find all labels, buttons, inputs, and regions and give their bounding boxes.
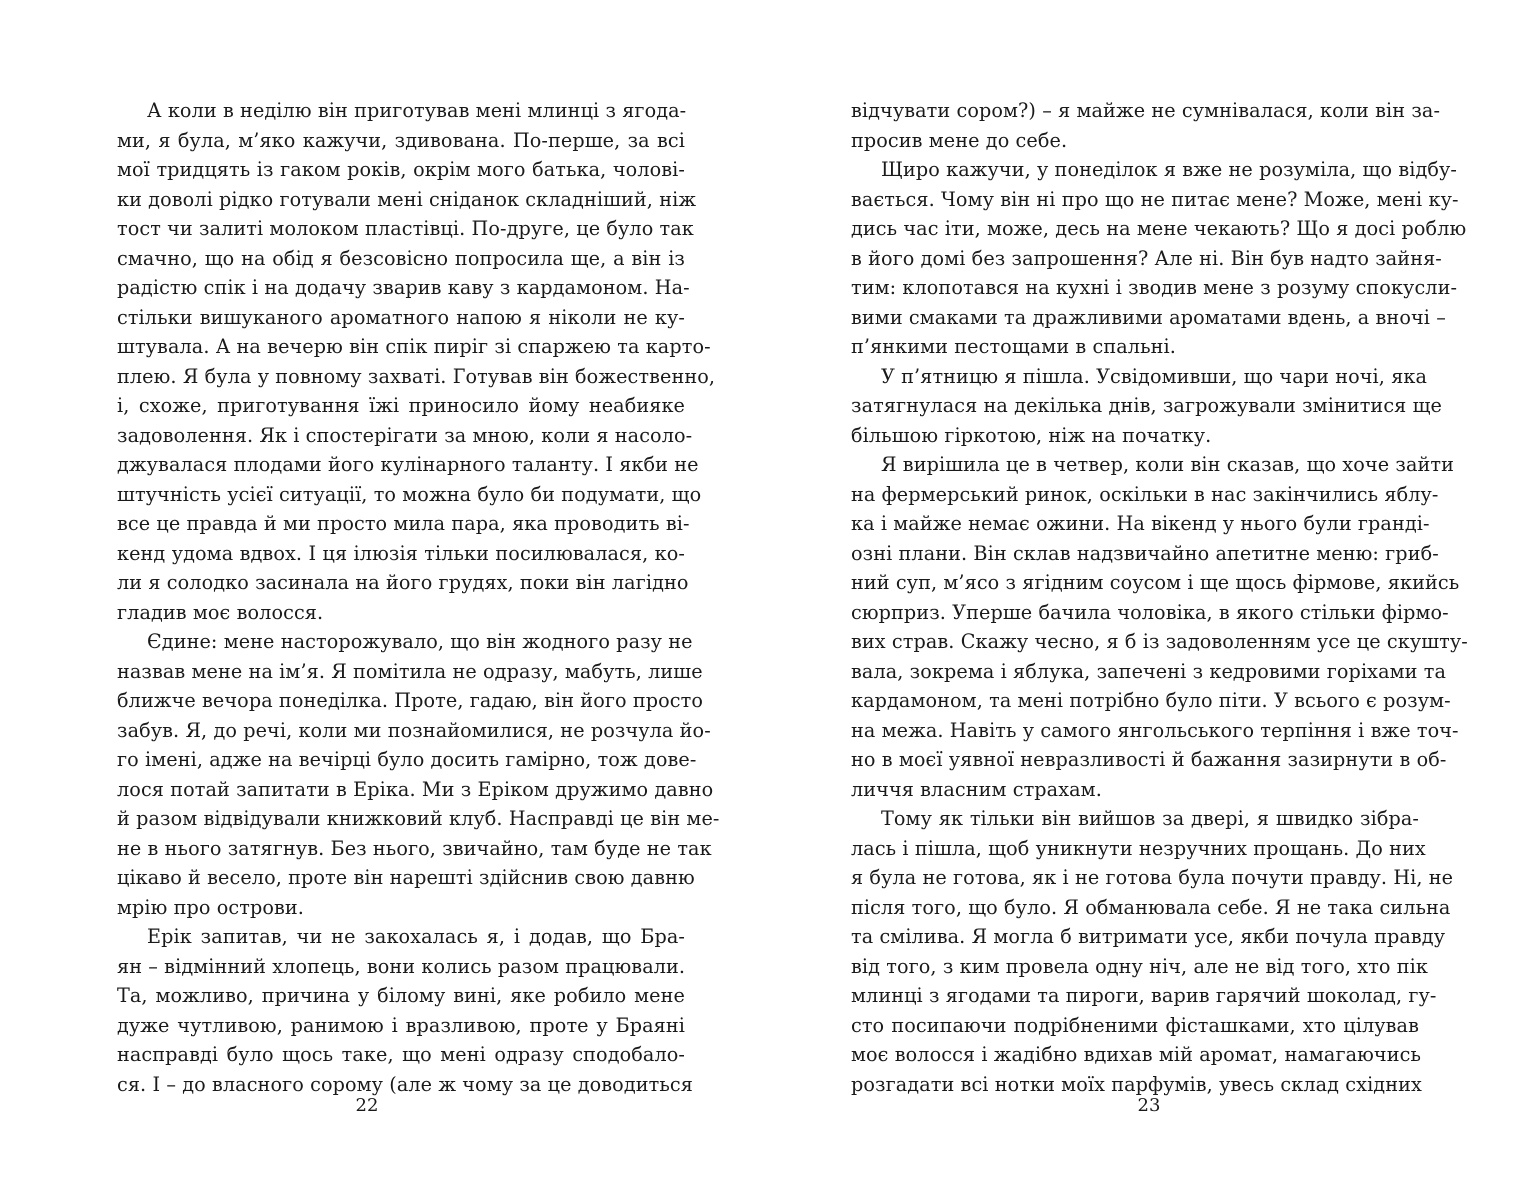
page-number-right: 23 [1137, 1095, 1161, 1116]
text-line: Я вирішила це в четвер, коли він сказав, що хоче зайти [881, 453, 1454, 476]
text-line: Та, можливо, причина у білому вині, яке робило мене [117, 984, 685, 1007]
text-line: кенд удома вдвох. І ця ілюзія тільки посилювалася, ко- [117, 541, 685, 565]
text-line: я була не готова, як і не готова була почути правду. Ні, не [851, 866, 1454, 889]
text-line: забув. Я, до речі, коли ми познайомилися, не розчула йо- [117, 718, 711, 742]
text-line: відчувати сором?) – я майже не сумнівалася, коли він за- [851, 99, 1441, 122]
text-line: ближче вечора понеділка. Проте, гадаю, він його просто [117, 689, 703, 712]
text-line: п’янкими пестощами в спальні. [851, 335, 1176, 358]
text-line: і, схоже, приготування їжі приносило йому неабияке [117, 394, 685, 417]
text-line: не в нього затягнув. Без нього, звичайно, там буде не так [117, 836, 712, 860]
text-line: цікаво й весело, проте він нарешті здійснив свою давню [117, 866, 695, 889]
text-line: Тому як тільки він вийшов за двері, я швидко зібра- [881, 807, 1419, 830]
text-line: кардамоном, та мені потрібно було піти. У всього є розум- [851, 689, 1451, 712]
text-line: А коли в неділю він приготував мені млинці з ягода- [147, 99, 687, 122]
text-line: но в моєї уявної невразливості й бажання зазирнути в об- [851, 748, 1447, 771]
text-line: все це правда й ми просто мила пара, яка проводить ві- [117, 512, 690, 535]
text-line: го імені, адже на вечірці було досить гамірно, тож дове- [117, 748, 697, 771]
text-line: лося потай запитати в Еріка. Ми з Еріком дружимо давно [117, 777, 714, 801]
text-line: дуже чутливою, ранимою і вразливою, проте у Браяні [117, 1013, 685, 1037]
text-line: мрію про острови. [117, 895, 305, 919]
text-line: та смілива. Я могла б витримати усе, якби почула правду [851, 925, 1446, 948]
text-line: стільки вишуканого ароматного напою я ніколи не ку- [117, 305, 685, 329]
text-line: від того, з ким провела одну ніч, але не від того, хто пік [851, 954, 1429, 978]
text-line: задоволення. Як і спостерігати за мною, коли я насоло- [117, 423, 693, 447]
text-line: після того, що було. Я обманювала себе. Я не така сильна [851, 895, 1451, 919]
text-line: млинці з ягодами та пироги, варив гарячий шоколад, гу- [851, 984, 1437, 1007]
text-line: на межа. Навіть у самого янгольського терпіння і вже точ- [851, 718, 1459, 742]
text-line: розгадати всі нотки моїх парфумів, увесь склад східних [851, 1072, 1422, 1096]
text-line: вих страв. Скажу чесно, я б із задоволенням усе це скушту- [851, 630, 1468, 653]
text-line: ми, я була, м’яко кажучи, здивована. По-перше, за всі [117, 128, 685, 152]
text-line: У п’ятницю я пішла. Усвідомивши, що чари ночі, яка [881, 364, 1428, 388]
text-line: Ерік запитав, чи не закохалась я, і додав, що Бра- [147, 925, 685, 948]
text-line: озні плани. Він склав надзвичайно апетитне меню: гриб- [851, 541, 1439, 565]
text-line: сто посипаючи подрібненими фісташками, хто цілував [851, 1013, 1419, 1037]
text-line: смачно, що на обід я безсовісно попросила ще, а він із [117, 246, 685, 270]
text-line: в його домі без запрошення? Але ні. Він був надто зайня- [851, 246, 1442, 270]
text-line: моє волосся і жадібно вдихав мій аромат, намагаючись [851, 1043, 1422, 1066]
text-line: лась і пішла, щоб уникнути незручних прощань. До них [851, 836, 1426, 860]
text-line: дись час іти, може, десь на мене чекають? Що я досі роблю [851, 217, 1467, 240]
text-line: вими смаками та дражливими ароматами вдень, а вночі – [851, 305, 1446, 329]
right-page [768, 0, 1536, 1182]
text-line: мої тридцять із гаком років, окрім мого батька, чолові- [117, 158, 685, 181]
text-line: вала, зокрема і яблука, запечені з кедровими горіхами та [851, 659, 1447, 683]
text-line: радістю спік і на додачу зварив каву з кардамоном. На- [117, 276, 690, 299]
text-line: сюрприз. Уперше бачила чоловіка, в якого стільки фірмо- [851, 600, 1449, 624]
text-line: на фермерський ринок, оскільки в нас закінчились яблу- [851, 482, 1439, 506]
text-line: вається. Чому він ні про що не питає мене? Може, мені ку- [851, 187, 1459, 211]
text-line: ки доволі рідко готували мені сніданок складніший, ніж [117, 187, 697, 211]
text-line: ян – відмінний хлопець, вони колись разом працювали. [117, 954, 686, 978]
text-line: більшою гіркотою, ніж на початку. [851, 423, 1212, 447]
text-line: ли я солодко засинала на його грудях, поки він лагідно [117, 571, 689, 594]
text-line: Єдине: мене насторожувало, що він жодного разу не [147, 630, 693, 653]
text-line: плею. Я була у повному захваті. Готував він божественно, [117, 364, 716, 388]
text-line: тост чи залиті молоком пластівці. По-друге, це було так [117, 217, 694, 240]
right-page-text [851, 96, 1468, 1099]
text-line: штувала. А на вечерю він спік пиріг зі спаржею та карто- [117, 335, 711, 358]
text-line: тим: клопотався на кухні і зводив мене з розуму спокусли- [851, 276, 1458, 299]
text-line: личчя власним страхам. [851, 777, 1102, 801]
text-line: штучність усієї ситуації, то можна було би подумати, що [117, 482, 702, 506]
text-line: ка і майже немає ожини. На вікенд у нього були гранді- [851, 512, 1430, 535]
text-line: гладив моє волосся. [117, 600, 324, 624]
text-line: назвав мене на ім’я. Я помітила не одразу, мабуть, лише [117, 659, 703, 683]
text-line: й разом відвідували книжковий клуб. Насправді це він ме- [117, 807, 720, 830]
page-number-left: 22 [355, 1095, 379, 1116]
text-line: ний суп, м’ясо з ягідним соусом і ще щось фірмове, якийсь [851, 571, 1460, 594]
text-line: просив мене до себе. [851, 128, 1068, 152]
text-line: ся. І – до власного сорому (але ж чому за це доводиться [117, 1072, 693, 1096]
text-line: затягнулася на декілька днів, загрожували змінитися ще [851, 394, 1442, 417]
left-page-text [117, 96, 720, 1099]
text-line: джувалася плодами його кулінарного таланту. І якби не [117, 453, 699, 476]
text-line: Щиро кажучи, у понеділок я вже не розуміла, що відбу- [881, 158, 1458, 181]
text-line: насправді було щось таке, що мені одразу сподобало- [117, 1043, 685, 1066]
